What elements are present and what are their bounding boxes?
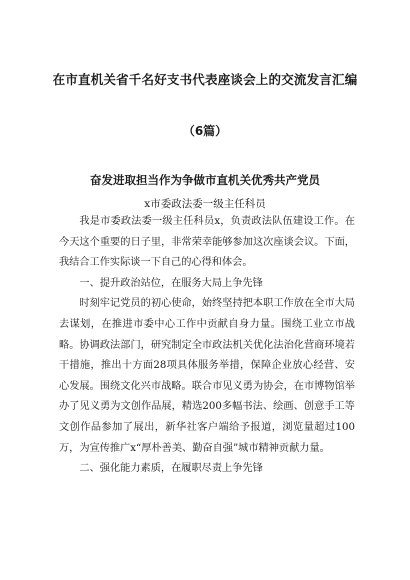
article-author: x市委政法委一级主任科员: [144, 198, 266, 210]
section-heading-1: 一、提升政治站位，在服务大局上争先锋: [79, 277, 263, 289]
article-title: 奋发进取担当作为争做市直机关优秀共产党员: [90, 173, 320, 187]
article-body: [59, 212, 355, 480]
paragraph-section-1: 时刻牢记党员的初心使命，始终坚持把本职工作放在全市大局去谋划，在推进市委中心工作中贡献自身力量。围绕工业立市战略。协调政法部门，研究制定全市政法机关优化法治化营商环境若干措施，推出十方面28项具体服务举措，保障企业放心经营、安心发展。围绕文化兴市战略。联合市见义勇为协会，在市博物馆举办了见义勇为文创作品展，精选200多幅书法、绘画、创意手工等文创作品参加了展出，新华社客户端给予报道，浏览量超过100万，为宣传推广x“厚朴善美、勤奋自强”城市精神贡献力量。: [59, 298, 355, 454]
document-count: （6篇）: [182, 124, 228, 138]
document-title: 在市直机关省千名好支书代表座谈会上的交流发言汇编: [52, 72, 358, 87]
paragraph-intro: 我是市委政法委一级主任科员x，负责政法队伍建设工作。在今天这个重要的日子里，非常荣幸能够参加这次座谈会议。下面，我结合工作实际谈一下自己的心得和体会。: [59, 216, 355, 269]
section-heading-2: 二、强化能力素质，在履职尽责上争先锋: [79, 463, 263, 475]
